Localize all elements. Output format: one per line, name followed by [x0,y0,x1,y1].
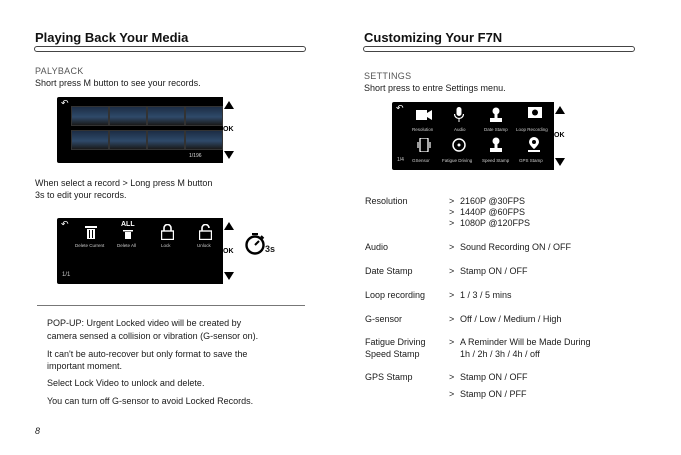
setting-value: Sound Recording ON / OFF [460,242,572,252]
ok-button[interactable]: OK [223,126,234,133]
fatigue-driving-icon[interactable] [452,138,466,152]
setting-value: 1h / 2h / 3h / 4h / off [460,349,540,359]
delete-current-label: Delete Current [75,243,105,248]
gps-stamp-icon[interactable] [528,137,540,153]
setting-name-audio: Audio [365,242,389,252]
video-camera-icon[interactable] [416,108,432,122]
popup-line-2: camera sensed a collision or vibration (G-sensor on). [47,331,259,341]
up-arrow-icon[interactable] [224,101,234,109]
down-arrow-icon[interactable] [224,151,234,159]
trash-all-icon[interactable] [123,230,133,239]
setting-arrow: > [449,337,455,347]
unlock-label: Unlock [197,243,211,248]
popup-line-3: It can't be auto-recover but only format to save the [47,349,248,359]
setting-arrow: > [449,290,455,300]
playback-intro-text: Short press M button to see your records. [35,78,201,88]
down-arrow-icon[interactable] [555,158,565,166]
setting-arrow: > [449,218,455,228]
trash-icon[interactable] [85,225,97,239]
screen-side-panel [223,218,235,284]
all-label: ALL [121,221,135,228]
popup-line-6: You can turn off G-sensor to avoid Locked Records. [47,396,254,406]
timer-label: 3s [265,244,276,254]
edit-counter: 1/1 [62,272,71,278]
screen-side-panel [223,97,235,163]
left-page-title: Playing Back Your Media [35,30,189,45]
delete-all-label: Delete All [117,243,137,248]
setting-value: Stamp ON / OFF [460,372,528,382]
playback-screen [57,97,235,163]
gsensor-icon[interactable] [417,138,431,152]
setting-value: 1440P @60FPS [460,207,526,217]
stopwatch-icon [244,232,266,256]
playback-section-label: PALYBACK [35,66,84,76]
right-page-title: Customizing Your F7N [364,30,503,45]
menu-label-audio: Audio [454,127,466,132]
settings-intro-text: Short press to entre Settings menu. [364,83,506,93]
video-thumbnail[interactable] [71,106,109,126]
setting-value: 2160P @30FPS [460,196,526,206]
page-number: 8 [35,426,41,436]
record-counter: 1/196 [189,153,202,159]
setting-arrow: > [449,314,455,324]
setting-name-gsensor: G-sensor [365,314,403,324]
edit-screen [57,218,235,284]
settings-screen [392,102,566,170]
setting-value: Off / Low / Medium / High [460,314,562,324]
setting-name-gps-stamp: GPS Stamp [365,372,413,382]
setting-arrow: > [449,242,455,252]
lock-label: Lock [161,243,171,248]
menu-label-fatigue-driving: Fatigue Driving [442,158,473,163]
setting-name-speed-stamp: Speed Stamp [365,349,420,359]
popup-line-4: important moment. [47,361,123,371]
speed-stamp-icon[interactable] [490,137,502,153]
microphone-icon[interactable] [454,107,464,123]
settings-section-label: SETTINGS [364,71,412,81]
ok-button[interactable]: OK [223,248,234,255]
section-divider [37,305,305,306]
back-icon: ↶ [61,219,69,229]
menu-label-resolution: Resolution [412,127,434,132]
edit-instruction-line2: 3s to edit your records. [35,190,127,200]
right-title-rule [363,46,635,52]
menu-label-speed-stamp: Speed Stamp [482,158,510,163]
edit-instruction-line1: When select a record > Long press M button [35,178,213,188]
menu-label-gsensor: GSensor [412,158,430,163]
unlock-icon[interactable] [199,224,212,240]
menu-label-loop-recording: Loop Recording [516,127,548,132]
video-thumbnail[interactable] [109,130,147,150]
popup-line-1: POP-UP: Urgent Locked video will be created by [47,318,242,328]
settings-page-counter: 1/4 [397,157,404,163]
back-icon: ↶ [396,103,404,113]
back-icon: ↶ [61,98,69,108]
screen-side-panel [554,102,566,170]
setting-value: A Reminder Will be Made During [460,337,591,347]
setting-arrow: > [449,389,455,399]
video-thumbnail[interactable] [71,130,109,150]
menu-label-gps-stamp: GPS Stamp [519,158,543,163]
setting-value: 1080P @120FPS [460,218,531,228]
popup-line-5: Select Lock Video to unlock and delete. [47,378,205,388]
up-arrow-icon[interactable] [555,106,565,114]
setting-value: 1 / 3 / 5 mins [460,290,512,300]
video-thumbnail[interactable] [147,106,185,126]
left-title-rule [34,46,306,52]
setting-name-resolution: Resolution [365,196,408,206]
loop-recording-icon[interactable] [528,107,542,123]
setting-value: Stamp ON / PFF [460,389,527,399]
setting-name-fatigue-driving: Fatigue Driving [365,337,426,347]
video-thumbnail[interactable] [185,130,223,150]
up-arrow-icon[interactable] [224,222,234,230]
setting-name-loop-recording: Loop recording [365,290,426,300]
setting-value: Stamp ON / OFF [460,266,528,276]
setting-arrow: > [449,207,455,217]
setting-arrow: > [449,266,455,276]
lock-icon[interactable] [161,224,174,240]
setting-arrow: > [449,196,455,206]
menu-label-date-stamp: Date Stamp [484,127,508,132]
setting-name-date-stamp: Date Stamp [365,266,413,276]
video-thumbnail[interactable] [185,106,223,126]
setting-arrow: > [449,372,455,382]
down-arrow-icon[interactable] [224,272,234,280]
video-thumbnail[interactable] [147,130,185,150]
video-thumbnail[interactable] [109,106,147,126]
date-stamp-icon[interactable] [490,107,502,123]
ok-button[interactable]: OK [554,132,565,139]
